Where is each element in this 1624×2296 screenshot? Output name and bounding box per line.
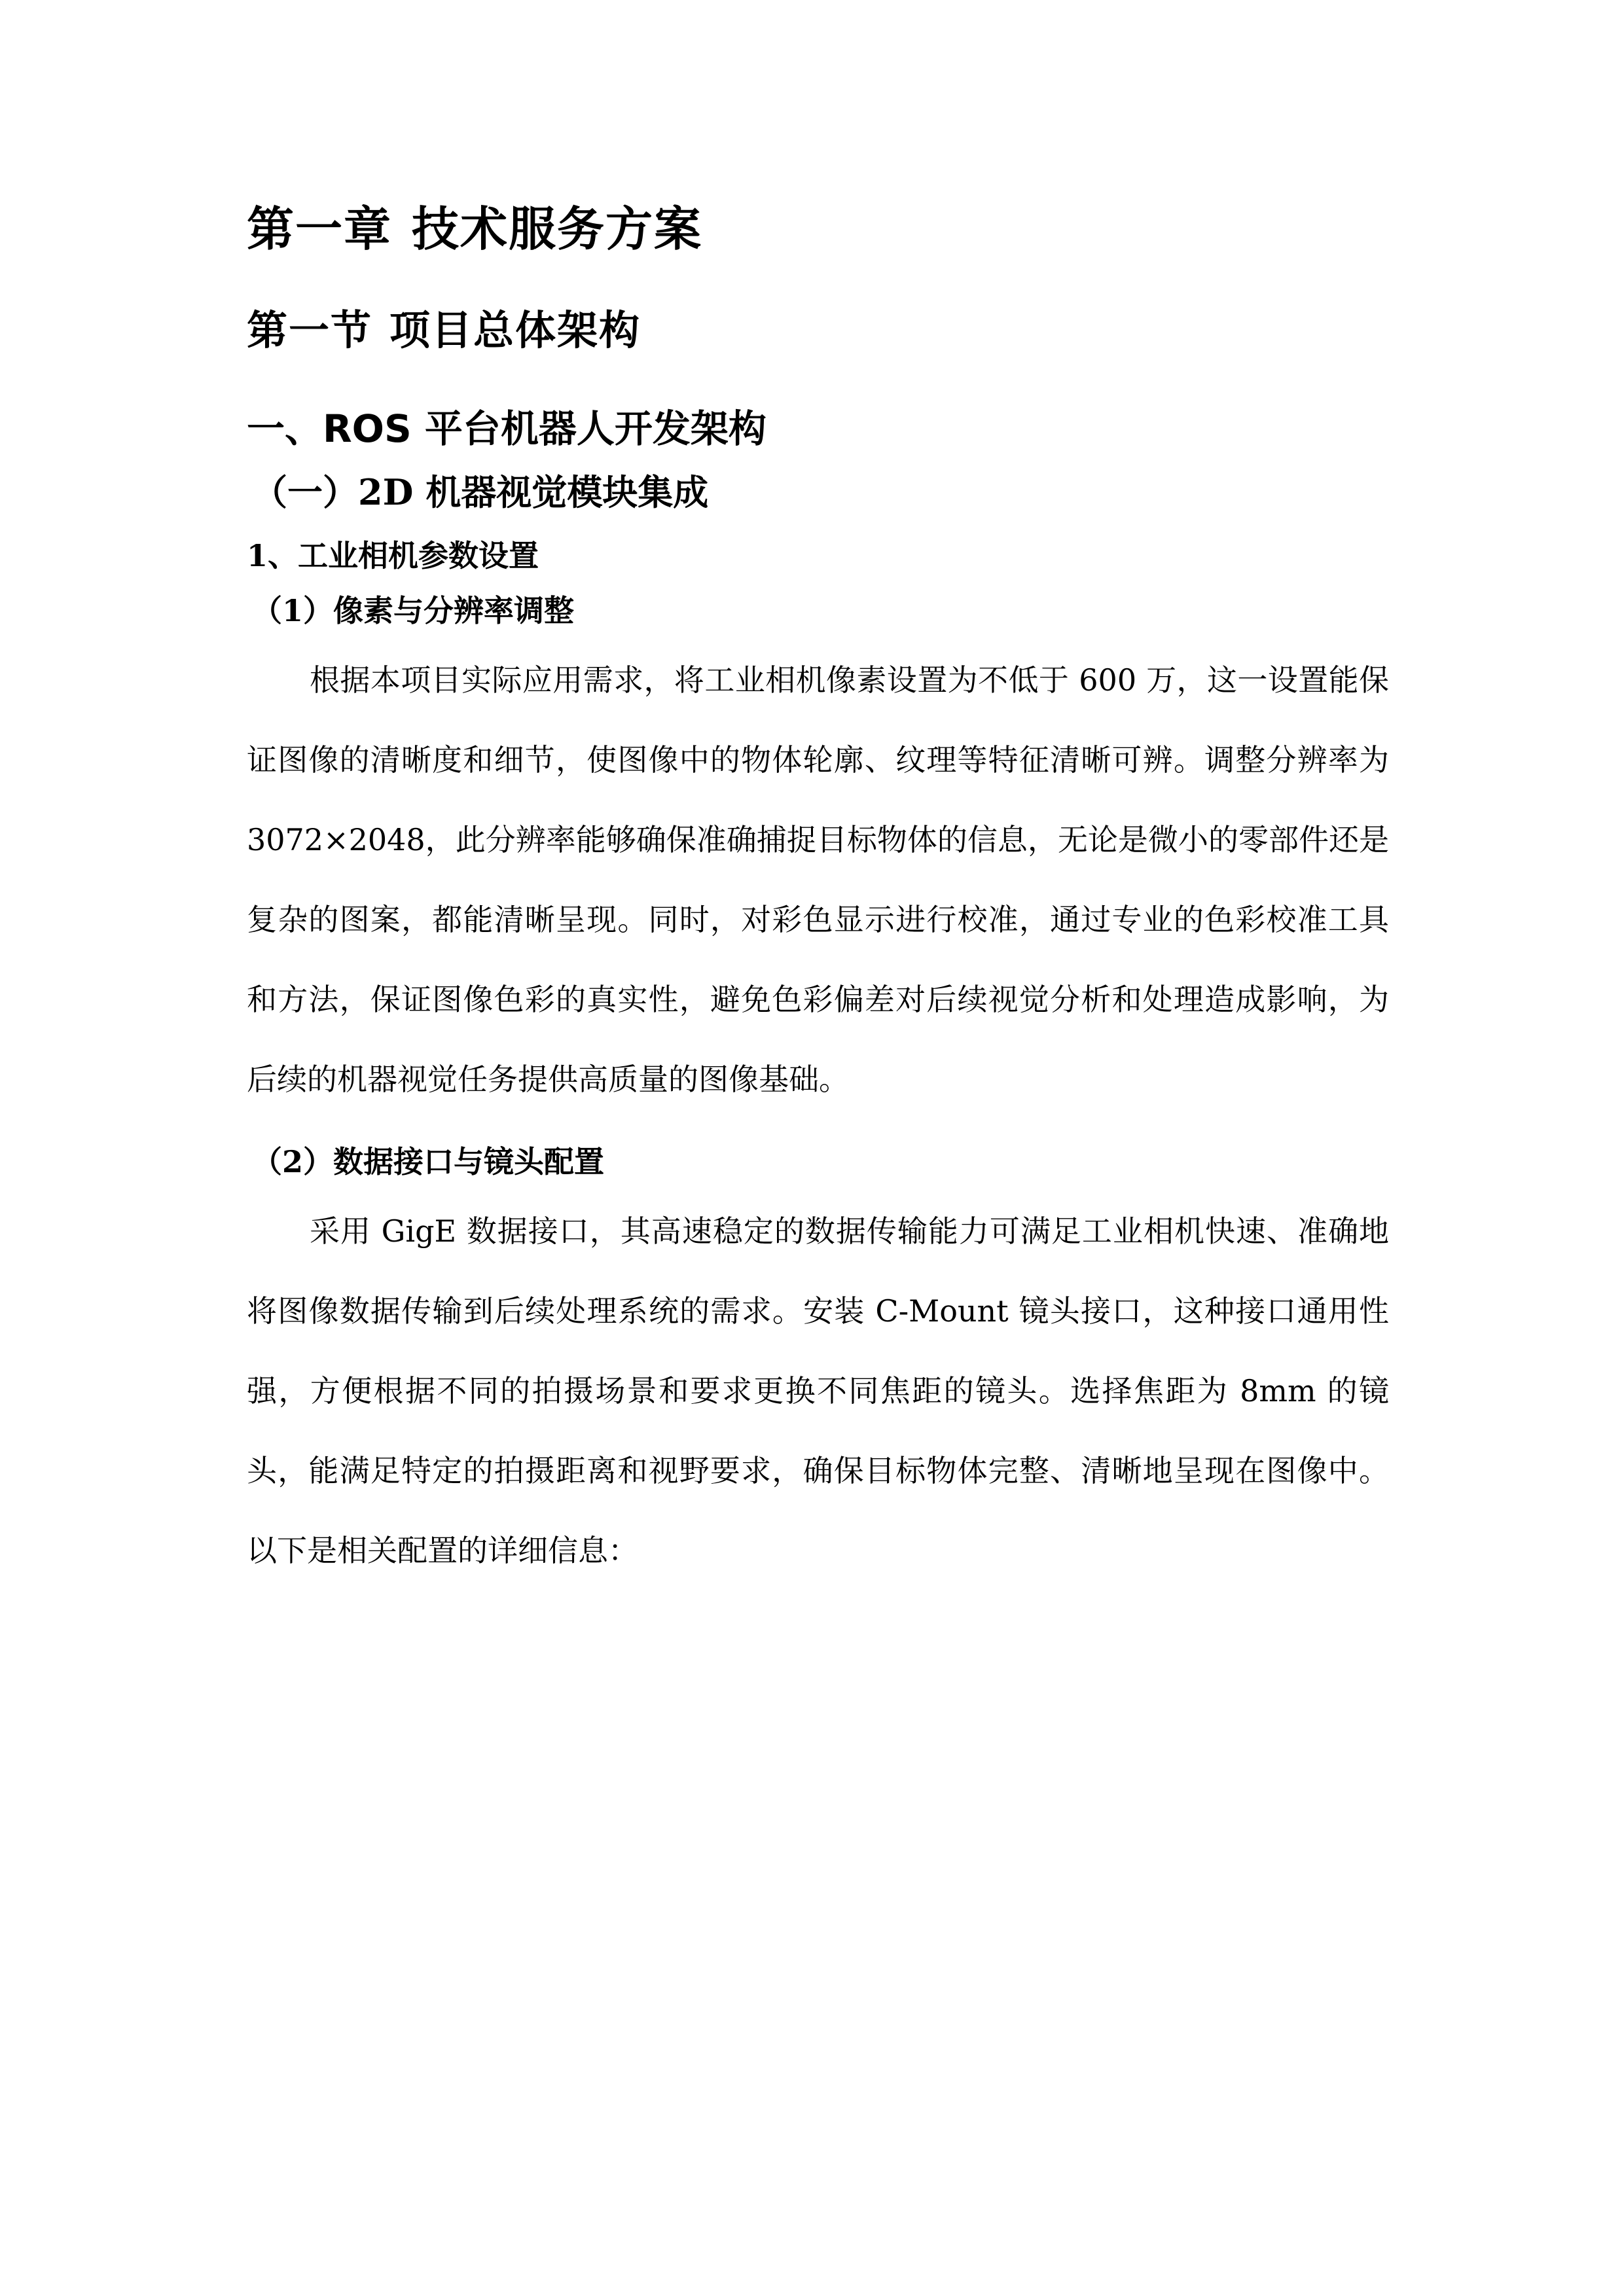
subsection-title-pixel-resolution: （1）像素与分辨率调整: [252, 593, 575, 628]
chapter-number: 第一章: [247, 202, 393, 257]
heading-2d-vision-module: （一）2D 机器视觉模块集成: [252, 471, 709, 513]
chapter-name: 技术服务方案: [412, 202, 703, 257]
chapter-title: [247, 196, 1389, 262]
section-title: [247, 301, 1389, 360]
heading-ros-architecture: 一、ROS 平台机器人开发架构: [247, 406, 767, 451]
page-content: [247, 196, 1389, 1590]
section-name: 项目总体架构: [389, 306, 641, 354]
heading-camera-parameters: 1、工业相机参数设置: [247, 538, 539, 573]
paragraph-pixel-resolution: 根据本项目实际应用需求，将工业相机像素设置为不低于 600 万，这一设置能保证图像的清晰度和细节，使图像中的物体轮廓、纹理等特征清晰可辨。调整分辨率为 3072×2048，此分辨率能够确保准确捕捉目标物体的信息，无论是微小的零部件还是复杂的图案，都能清晰呈现。同时，对彩色显示进行校准，通过专业的色彩校准工具和方法，保证图像色彩的真实性，避免色彩偏差对后续视觉分析和处理造成影响，为后续的机器视觉任务提供高质量的图像基础。: [247, 662, 1389, 1097]
paragraph-interface-lens: 采用 GigE 数据接口，其高速稳定的数据传输能力可满足工业相机快速、准确地将图像数据传输到后续处理系统的需求。安装 C-Mount 镜头接口，这种接口通用性强，方便根据不同的拍摄场景和要求更换不同焦距的镜头。选择焦距为 8mm 的镜头，能满足特定的拍摄距离和视野要求，确保目标物体完整、清晰地呈现在图像中。以下是相关配置的详细信息：: [247, 1213, 1389, 1568]
subsection-title-interface-lens: （2）数据接口与镜头配置: [252, 1144, 605, 1179]
section-number: 第一节: [247, 306, 373, 354]
